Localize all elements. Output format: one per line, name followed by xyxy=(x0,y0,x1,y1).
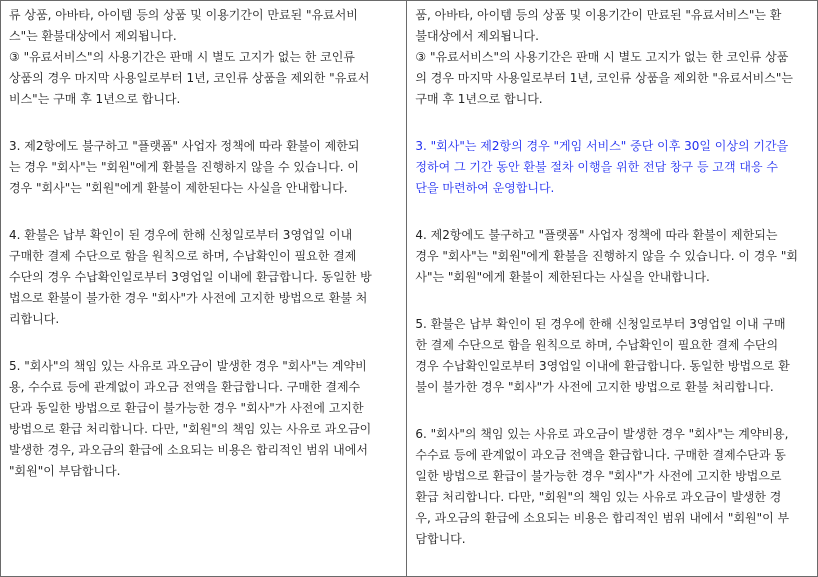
text-line: 경우 "회사"는 "회원"에게 환불을 진행하지 않을 수 있습니다. 이 경우 "회 xyxy=(415,249,798,263)
text-line: 담합니다. xyxy=(415,532,466,546)
text-line: ③ "유료서비스"의 사용기간은 판매 시 별도 고지가 없는 한 코인류 상품 xyxy=(415,50,789,64)
text-line: 단과 동일한 방법으로 환급이 불가능한 경우 "회사"가 사전에 고지한 xyxy=(9,401,364,415)
text-line: 4. 제2항에도 불구하고 "플랫폼" 사업자 정책에 따라 환불이 제한되는 xyxy=(415,228,778,242)
text-line: 불이 불가한 경우 "회사"가 사전에 고지한 방법으로 환불 처리합니다. xyxy=(415,380,774,394)
text-line: 는 경우 "회사"는 "회원"에게 환불을 진행하지 않을 수 있습니다. 이 xyxy=(9,160,360,174)
text-line: 용, 수수료 등에 관계없이 과오금 전액을 환급합니다. 구매한 결제수 xyxy=(9,380,361,394)
text-line: 수단의 경우 수납확인일로부터 3영업일 이내에 환급합니다. 동일한 방 xyxy=(9,270,372,284)
text-line: 구매한 결제 수단으로 함을 원칙으로 하며, 수납확인이 필요한 결제 xyxy=(9,249,357,263)
text-line: 류 상품, 아바타, 아이템 등의 상품 및 이용기간이 만료된 "유료서비 xyxy=(9,8,358,22)
left-paragraph-5 xyxy=(9,356,398,482)
text-line: 사"는 "회원"에게 환불이 제한된다는 사실을 안내합니다. xyxy=(415,270,710,284)
text-line: 의 경우 마지막 사용일로부터 1년, 코인류 상품을 제외한 "유료서비스"는 xyxy=(415,71,793,85)
text-line: 구매 후 1년으로 합니다. xyxy=(415,92,543,106)
text-line: 발생한 경우, 과오금의 환급에 소요되는 비용은 합리적인 범위 내에서 xyxy=(9,443,368,457)
current-terms-cell xyxy=(1,1,407,577)
text-line: 5. "회사"의 책임 있는 사유로 과오금이 발생한 경우 "회사"는 계약비 xyxy=(9,359,367,373)
text-line: ③ "유료서비스"의 사용기간은 판매 시 별도 고지가 없는 한 코인류 xyxy=(9,50,355,64)
text-line: 경우 수납확인일로부터 3영업일 이내에 환급합니다. 동일한 방법으로 환 xyxy=(415,359,790,373)
text-line: 6. "회사"의 책임 있는 사유로 과오금이 발생한 경우 "회사"는 계약비용, xyxy=(415,427,789,441)
text-line: 비스"는 구매 후 1년으로 합니다. xyxy=(9,92,181,106)
amended-text-line: 정하여 그 기간 동안 환불 절차 이행을 위한 전담 창구 등 고객 대응 수 xyxy=(415,160,778,174)
right-paragraph-5 xyxy=(415,314,809,398)
text-line: 법으로 환불이 불가한 경우 "회사"가 사전에 고지한 방법으로 환불 처 xyxy=(9,291,368,305)
text-line: 4. 환불은 납부 확인이 된 경우에 한해 신청일로부터 3영업일 이내 xyxy=(9,228,353,242)
text-line: 일한 방법으로 환급이 불가능한 경우 "회사"가 사전에 고지한 방법으로 xyxy=(415,469,782,483)
amended-terms-cell xyxy=(407,1,818,577)
text-line: "회원"이 부담합니다. xyxy=(9,464,121,478)
amended-text-line: 3. "회사"는 제2항의 경우 "게임 서비스" 중단 이후 30일 이상의 기간을 xyxy=(415,139,789,153)
right-paragraph-6 xyxy=(415,424,809,550)
text-line: 우, 과오금의 환급에 소요되는 비용은 합리적인 범위 내에서 "회원"이 부 xyxy=(415,511,790,525)
left-paragraph-4 xyxy=(9,225,398,330)
text-line: 경우 "회사"는 "회원"에게 환불이 제한된다는 사실을 안내합니다. xyxy=(9,181,348,195)
right-paragraph-expiry xyxy=(415,5,809,110)
text-line: 수수료 등에 관계없이 과오금 전액을 환급합니다. 구매한 결제수단과 동 xyxy=(415,448,786,462)
text-line: 환급 처리합니다. 다만, "회원"의 책임 있는 사유로 과오금이 발생한 경 xyxy=(415,490,782,504)
text-line: 스"는 환불대상에서 제외됩니다. xyxy=(9,29,177,43)
left-paragraph-expiry xyxy=(9,5,398,110)
left-paragraph-3 xyxy=(9,136,398,199)
text-line: 5. 환불은 납부 확인이 된 경우에 한해 신청일로부터 3영업일 이내 구매 xyxy=(415,317,786,331)
text-line: 상품의 경우 마지막 사용일로부터 1년, 코인류 상품을 제외한 "유료서 xyxy=(9,71,370,85)
text-line: 방법으로 환급 처리합니다. 다만, "회원"의 책임 있는 사유로 과오금이 xyxy=(9,422,372,436)
text-line: 품, 아바타, 아이템 등의 상품 및 이용기간이 만료된 "유료서비스"는 환 xyxy=(415,8,782,22)
right-paragraph-3-new xyxy=(415,136,809,199)
text-line: 3. 제2항에도 불구하고 "플랫폼" 사업자 정책에 따라 환불이 제한되 xyxy=(9,139,360,153)
text-line: 리합니다. xyxy=(9,312,60,326)
right-paragraph-4 xyxy=(415,225,809,288)
comparison-row xyxy=(1,1,818,577)
text-line: 한 결제 수단으로 함을 원칙으로 하며, 수납확인이 필요한 결제 수단의 xyxy=(415,338,779,352)
amended-text-line: 단을 마련하여 운영합니다. xyxy=(415,181,555,195)
text-line: 불대상에서 제외됩니다. xyxy=(415,29,539,43)
